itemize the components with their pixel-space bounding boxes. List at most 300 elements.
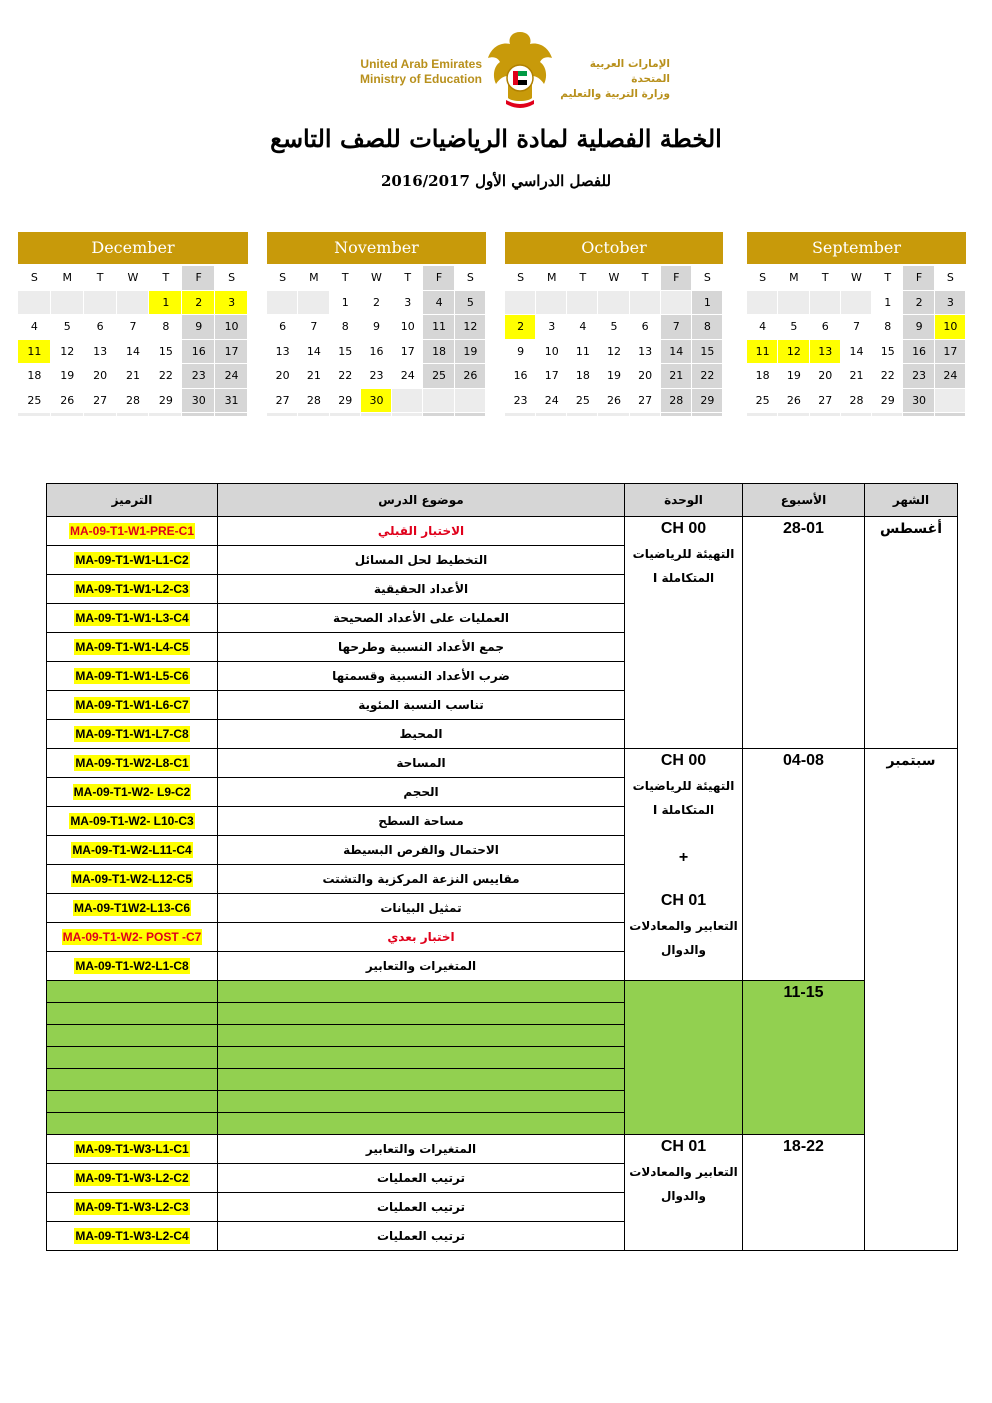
- calendar-day: 12: [51, 340, 84, 365]
- calendar-day: 24: [536, 389, 567, 414]
- empty-code-cell: [47, 981, 218, 1003]
- lesson-code-text: MA-09-T1-W2-L11-C4: [72, 843, 192, 857]
- lesson-code: [47, 952, 218, 981]
- lesson-topic: تمثيل البيانات: [218, 894, 625, 923]
- calendar-day: [51, 291, 84, 316]
- week-range: 28-01: [743, 517, 865, 749]
- lesson-topic: الأعداد الحقيقية: [218, 575, 625, 604]
- calendar-day: 2: [903, 291, 934, 316]
- calendar-day: 20: [810, 364, 841, 389]
- calendar-filler: [935, 413, 966, 417]
- calendar-day: 28: [661, 389, 692, 414]
- calendar-filler: [361, 413, 392, 417]
- month-name: أغسطس: [865, 517, 958, 749]
- page-subtitle: للفصل الدراسي الأول 2016/2017: [380, 172, 612, 190]
- calendar-day: 7: [661, 315, 692, 340]
- calendar-day: [117, 291, 150, 316]
- calendar-day: 13: [810, 340, 841, 365]
- calendar-day: 9: [903, 315, 934, 340]
- day-name: W: [361, 266, 392, 291]
- calendar-day: [392, 389, 423, 414]
- empty-topic-cell: [218, 1113, 625, 1135]
- calendar-day: 27: [84, 389, 117, 414]
- calendar-day: 2: [505, 315, 536, 340]
- day-name: F: [903, 266, 934, 291]
- calendar-filler: [567, 413, 598, 417]
- calendar-day: 19: [455, 340, 486, 365]
- calendar-day: 15: [330, 340, 361, 365]
- calendar-day: 11: [747, 340, 778, 365]
- day-name: T: [392, 266, 423, 291]
- calendar-day: 29: [330, 389, 361, 414]
- calendar-day: 21: [117, 364, 150, 389]
- unit-title: التهيئة للرياضيات المتكاملة I: [632, 547, 735, 585]
- calendar-day: 24: [392, 364, 423, 389]
- calendar-day: 4: [567, 315, 598, 340]
- calendar-month-header: November: [267, 232, 486, 264]
- calendar-day: 29: [692, 389, 723, 414]
- calendar-day: 31: [215, 389, 248, 414]
- empty-code-cell: [47, 1091, 218, 1113]
- calendar-day: 27: [810, 389, 841, 414]
- calendar-day: 25: [567, 389, 598, 414]
- calendar-day: 7: [841, 315, 872, 340]
- calendar-day: 8: [692, 315, 723, 340]
- calendar-filler: [51, 413, 84, 417]
- calendar-day: 15: [149, 340, 182, 365]
- calendar-day: [267, 291, 298, 316]
- day-name: M: [536, 266, 567, 291]
- calendar-day: [598, 291, 629, 316]
- calendar-day: 25: [18, 389, 51, 414]
- calendar-day: 28: [841, 389, 872, 414]
- calendar-filler: [692, 413, 723, 417]
- day-name: T: [149, 266, 182, 291]
- calendar-day: 1: [149, 291, 182, 316]
- month-name: سبتمبر: [865, 749, 958, 1251]
- calendar-day: 16: [903, 340, 934, 365]
- calendar-day: 16: [505, 364, 536, 389]
- header-topic: موضوع الدرس: [218, 484, 625, 517]
- calendar-day: 1: [692, 291, 723, 316]
- lesson-code-text: MA-09-T1-W1-L2-C3: [75, 582, 189, 596]
- page-title: الخطة الفصلية لمادة الرياضيات للصف التاسع: [270, 124, 722, 153]
- calendar-day: 17: [935, 340, 966, 365]
- calendar-day: 7: [117, 315, 150, 340]
- calendar-november: [267, 232, 486, 417]
- calendar-day: 22: [149, 364, 182, 389]
- calendar-day: [505, 291, 536, 316]
- calendar-day: 2: [182, 291, 215, 316]
- calendar-day: 26: [778, 389, 809, 414]
- empty-topic-cell: [218, 1091, 625, 1113]
- week-range: 11-15: [743, 981, 865, 1135]
- calendar-day: 19: [778, 364, 809, 389]
- calendar-day: 29: [149, 389, 182, 414]
- calendar-day: 11: [423, 315, 454, 340]
- unit-chapter: CH 01: [660, 1138, 707, 1155]
- calendar-day: 6: [810, 315, 841, 340]
- calendar-day: 17: [215, 340, 248, 365]
- calendar-day: [661, 291, 692, 316]
- calendar-day: [298, 291, 329, 316]
- lesson-topic: جمع الأعداد النسبية وطرحها: [218, 633, 625, 662]
- calendar-day: 30: [903, 389, 934, 414]
- calendar-filler: [149, 413, 182, 417]
- calendar-day: 3: [215, 291, 248, 316]
- unit-cell: [625, 749, 743, 981]
- unit-title: التعابير والمعادلات والدوال: [629, 1165, 738, 1203]
- calendar-filler: [872, 413, 903, 417]
- calendar-month-header: October: [505, 232, 723, 264]
- calendar-december: [18, 232, 248, 417]
- lesson-topic: الحجم: [218, 778, 625, 807]
- calendar-day: 23: [361, 364, 392, 389]
- day-name: S: [505, 266, 536, 291]
- calendar-october: [505, 232, 723, 417]
- calendar-day: 6: [84, 315, 117, 340]
- calendar-filler: [903, 413, 934, 417]
- calendar-day: 5: [455, 291, 486, 316]
- lesson-code: [47, 836, 218, 865]
- calendar-day: 12: [598, 340, 629, 365]
- day-name: W: [841, 266, 872, 291]
- calendar-day: 30: [361, 389, 392, 414]
- calendar-filler: [423, 413, 454, 417]
- calendar-day: 9: [361, 315, 392, 340]
- calendar-month-header: December: [18, 232, 248, 264]
- unit-spacer: [625, 822, 742, 846]
- calendar-day: 10: [536, 340, 567, 365]
- calendar-september: [747, 232, 966, 417]
- lesson-code: [47, 1135, 218, 1164]
- lesson-code: [47, 807, 218, 836]
- lesson-topic: المتغيرات والتعابير: [218, 1135, 625, 1164]
- day-name: S: [455, 266, 486, 291]
- lesson-code-text: MA-09-T1-W3-L2-C4: [75, 1229, 189, 1243]
- calendar-day: 26: [455, 364, 486, 389]
- calendar-day: 8: [330, 315, 361, 340]
- empty-topic-cell: [218, 1069, 625, 1091]
- calendar-day: 16: [361, 340, 392, 365]
- table-row-empty: [47, 981, 958, 1003]
- calendar-day: 26: [51, 389, 84, 414]
- calendar-day: 19: [598, 364, 629, 389]
- day-name: S: [692, 266, 723, 291]
- calendar-filler: [117, 413, 150, 417]
- calendar-day: 20: [267, 364, 298, 389]
- lesson-topic: مساحة السطح: [218, 807, 625, 836]
- calendar-day: 22: [872, 364, 903, 389]
- lesson-topic: ضرب الأعداد النسبية وقسمتها: [218, 662, 625, 691]
- calendar-day: 4: [747, 315, 778, 340]
- empty-code-cell: [47, 1003, 218, 1025]
- empty-topic-cell: [218, 1025, 625, 1047]
- week-range: 18-22: [743, 1135, 865, 1251]
- calendar-filler: [298, 413, 329, 417]
- calendar-filler: [182, 413, 215, 417]
- calendar-filler: [267, 413, 298, 417]
- calendar-day: 10: [392, 315, 423, 340]
- lesson-topic: اختبار بعدي: [218, 923, 625, 952]
- calendar-day: [778, 291, 809, 316]
- calendar-day: 8: [872, 315, 903, 340]
- uae-emblem-icon: [486, 28, 554, 110]
- day-name: F: [661, 266, 692, 291]
- lesson-code: [47, 865, 218, 894]
- calendar-day: 9: [505, 340, 536, 365]
- calendar-filler: [598, 413, 629, 417]
- day-name: F: [182, 266, 215, 291]
- empty-code-cell: [47, 1069, 218, 1091]
- calendar-day: 4: [18, 315, 51, 340]
- lesson-code: [47, 894, 218, 923]
- calendar-day: 22: [330, 364, 361, 389]
- calendar-day: 14: [298, 340, 329, 365]
- calendar-day: 23: [505, 389, 536, 414]
- calendar-filler: [747, 413, 778, 417]
- lesson-code-text: MA-09-T1-W1-L6-C7: [75, 698, 189, 712]
- calendar-day: 7: [298, 315, 329, 340]
- lesson-code-text: MA-09-T1-W2-L1-C8: [75, 959, 189, 973]
- unit-cell: [625, 517, 743, 749]
- calendar-day: 17: [392, 340, 423, 365]
- lesson-code: [47, 575, 218, 604]
- calendar-day: 17: [536, 364, 567, 389]
- calendar-month-header: September: [747, 232, 966, 264]
- calendar-filler: [330, 413, 361, 417]
- calendar-day: 6: [630, 315, 661, 340]
- unit-chapter: CH 01: [660, 892, 707, 909]
- day-name: S: [935, 266, 966, 291]
- empty-topic-cell: [218, 981, 625, 1003]
- lesson-code: [47, 546, 218, 575]
- lesson-topic: المحيط: [218, 720, 625, 749]
- calendar-day: 28: [298, 389, 329, 414]
- header-month: الشهر: [865, 484, 958, 517]
- day-name: W: [117, 266, 150, 291]
- calendar-day: 5: [778, 315, 809, 340]
- calendar-filler: [215, 413, 248, 417]
- calendar-day: 22: [692, 364, 723, 389]
- calendar-day: 27: [630, 389, 661, 414]
- lesson-topic: تناسب النسبة المئوية: [218, 691, 625, 720]
- calendar-day: [841, 291, 872, 316]
- calendar-day: 3: [935, 291, 966, 316]
- lesson-code: [47, 633, 218, 662]
- lesson-topic: الاحتمال والفرص البسيطة: [218, 836, 625, 865]
- table-row: [47, 517, 958, 546]
- calendar-day: 20: [630, 364, 661, 389]
- calendar-filler: [392, 413, 423, 417]
- calendar-day: 1: [872, 291, 903, 316]
- lesson-code: [47, 517, 218, 546]
- calendar-day: 1: [330, 291, 361, 316]
- calendar-day: [423, 389, 454, 414]
- day-name: T: [872, 266, 903, 291]
- calendar-filler: [18, 413, 51, 417]
- calendar-day: [630, 291, 661, 316]
- lesson-code-text: MA-09-T1-W2- POST -C7: [62, 930, 202, 944]
- calendar-day: 11: [18, 340, 51, 365]
- day-name: S: [215, 266, 248, 291]
- calendar-filler: [84, 413, 117, 417]
- calendar-day: 14: [841, 340, 872, 365]
- calendar-day: 16: [182, 340, 215, 365]
- calendar-day: 26: [598, 389, 629, 414]
- empty-code-cell: [47, 1047, 218, 1069]
- calendar-filler: [630, 413, 661, 417]
- lesson-code-text: MA-09-T1-W3-L1-C1: [75, 1142, 189, 1156]
- lesson-code: [47, 923, 218, 952]
- day-name: T: [330, 266, 361, 291]
- lesson-code-text: MA-09-T1-W1-L1-C2: [75, 553, 189, 567]
- calendar-day: 21: [661, 364, 692, 389]
- lesson-code-text: MA-09-T1-W3-L2-C3: [75, 1200, 189, 1214]
- lesson-code: [47, 604, 218, 633]
- unit-chapter: CH 00: [660, 520, 707, 537]
- lesson-topic: مقاييس النزعة المركزية والتشتت: [218, 865, 625, 894]
- lesson-code-text: MA-09-T1W2-L13-C6: [73, 901, 190, 915]
- calendar-day: [567, 291, 598, 316]
- day-name: T: [84, 266, 117, 291]
- calendar-day: [455, 389, 486, 414]
- unit-chapter: CH 00: [660, 752, 707, 769]
- day-name: S: [747, 266, 778, 291]
- empty-topic-cell: [218, 1047, 625, 1069]
- calendar-day: 21: [298, 364, 329, 389]
- calendar-day: 18: [567, 364, 598, 389]
- day-name: M: [298, 266, 329, 291]
- calendar-day: 8: [149, 315, 182, 340]
- calendar-day: 2: [361, 291, 392, 316]
- lesson-code-text: MA-09-T1-W3-L2-C2: [75, 1171, 189, 1185]
- lesson-code: [47, 1164, 218, 1193]
- calendar-day: [84, 291, 117, 316]
- lesson-code: [47, 1193, 218, 1222]
- unit-plus: +: [678, 849, 689, 866]
- lesson-code: [47, 720, 218, 749]
- calendar-day: [18, 291, 51, 316]
- calendar-day: 3: [536, 315, 567, 340]
- calendar-filler: [661, 413, 692, 417]
- unit-cell: [625, 1135, 743, 1251]
- lesson-topic: الاختبار القبلي: [218, 517, 625, 546]
- lesson-code-text: MA-09-T1-W2-L8-C1: [75, 756, 189, 770]
- table-row: [47, 749, 958, 778]
- header-unit: الوحدة: [625, 484, 743, 517]
- calendar-day: 30: [182, 389, 215, 414]
- calendar-day: 13: [84, 340, 117, 365]
- day-name: M: [778, 266, 809, 291]
- header-code: الترميز: [47, 484, 218, 517]
- day-name: T: [810, 266, 841, 291]
- lesson-code-text: MA-09-T1-W2-L12-C5: [71, 872, 192, 886]
- ministry-name-arabic: الإمارات العربية المتحدة وزارة التربية والتعليم: [560, 58, 670, 100]
- day-name: F: [423, 266, 454, 291]
- lesson-code-text: MA-09-T1-W2- L9-C2: [73, 785, 191, 799]
- empty-code-cell: [47, 1113, 218, 1135]
- calendar-filler: [505, 413, 536, 417]
- calendar-day: 12: [455, 315, 486, 340]
- semester-plan-table: [46, 483, 958, 1251]
- week-range: 04-08: [743, 749, 865, 981]
- lesson-code-text: MA-09-T1-W1-L4-C5: [75, 640, 189, 654]
- calendar-day: 15: [872, 340, 903, 365]
- day-name: W: [598, 266, 629, 291]
- unit-spacer: [625, 867, 742, 889]
- header-week: الأسبوع: [743, 484, 865, 517]
- empty-code-cell: [47, 1025, 218, 1047]
- day-name: M: [51, 266, 84, 291]
- calendar-day: 4: [423, 291, 454, 316]
- calendar-day: 18: [18, 364, 51, 389]
- calendar-day: 23: [903, 364, 934, 389]
- lesson-topic: العمليات على الأعداد الصحيحة: [218, 604, 625, 633]
- calendar-day: 10: [935, 315, 966, 340]
- unit-title: التعابير والمعادلات والدوال: [629, 919, 738, 957]
- calendar-day: 20: [84, 364, 117, 389]
- day-name: T: [567, 266, 598, 291]
- lesson-code-text: MA-09-T1-W2- L10-C3: [70, 814, 194, 828]
- calendar-day: 13: [267, 340, 298, 365]
- lesson-topic: المتغيرات والتعابير: [218, 952, 625, 981]
- calendar-day: 25: [423, 364, 454, 389]
- calendar-day: 15: [692, 340, 723, 365]
- calendar-day: 11: [567, 340, 598, 365]
- lesson-code: [47, 749, 218, 778]
- lesson-topic: التخطيط لحل المسائل: [218, 546, 625, 575]
- calendar-day: [810, 291, 841, 316]
- calendar-filler: [810, 413, 841, 417]
- lesson-topic: ترتيب العمليات: [218, 1193, 625, 1222]
- lesson-code: [47, 778, 218, 807]
- calendar-day: 13: [630, 340, 661, 365]
- calendar-day: 5: [598, 315, 629, 340]
- calendar-filler: [778, 413, 809, 417]
- calendar-day: 27: [267, 389, 298, 414]
- day-name: T: [630, 266, 661, 291]
- lesson-code-text: MA-09-T1-W1-L7-C8: [75, 727, 189, 741]
- calendar-filler: [455, 413, 486, 417]
- empty-topic-cell: [218, 1003, 625, 1025]
- calendar-day: 24: [935, 364, 966, 389]
- calendar-day: 21: [841, 364, 872, 389]
- calendar-day: [536, 291, 567, 316]
- unit-title: التهيئة للرياضيات المتكاملة I: [632, 779, 735, 817]
- calendar-day: 28: [117, 389, 150, 414]
- lesson-code: [47, 662, 218, 691]
- calendar-day: 9: [182, 315, 215, 340]
- calendar-day: 3: [392, 291, 423, 316]
- lesson-code: [47, 1222, 218, 1251]
- lesson-topic: ترتيب العمليات: [218, 1164, 625, 1193]
- lesson-code-text: MA-09-T1-W1-PRE-C1: [69, 524, 194, 538]
- calendar-day: 10: [215, 315, 248, 340]
- lesson-code: [47, 691, 218, 720]
- table-row: [47, 1135, 958, 1164]
- calendar-day: 18: [423, 340, 454, 365]
- calendar-day: 25: [747, 389, 778, 414]
- calendar-filler: [536, 413, 567, 417]
- lesson-topic: المساحة: [218, 749, 625, 778]
- calendar-day: 24: [215, 364, 248, 389]
- calendar-day: 12: [778, 340, 809, 365]
- day-name: S: [267, 266, 298, 291]
- calendar-filler: [841, 413, 872, 417]
- day-name: S: [18, 266, 51, 291]
- empty-unit-cell: [625, 981, 743, 1135]
